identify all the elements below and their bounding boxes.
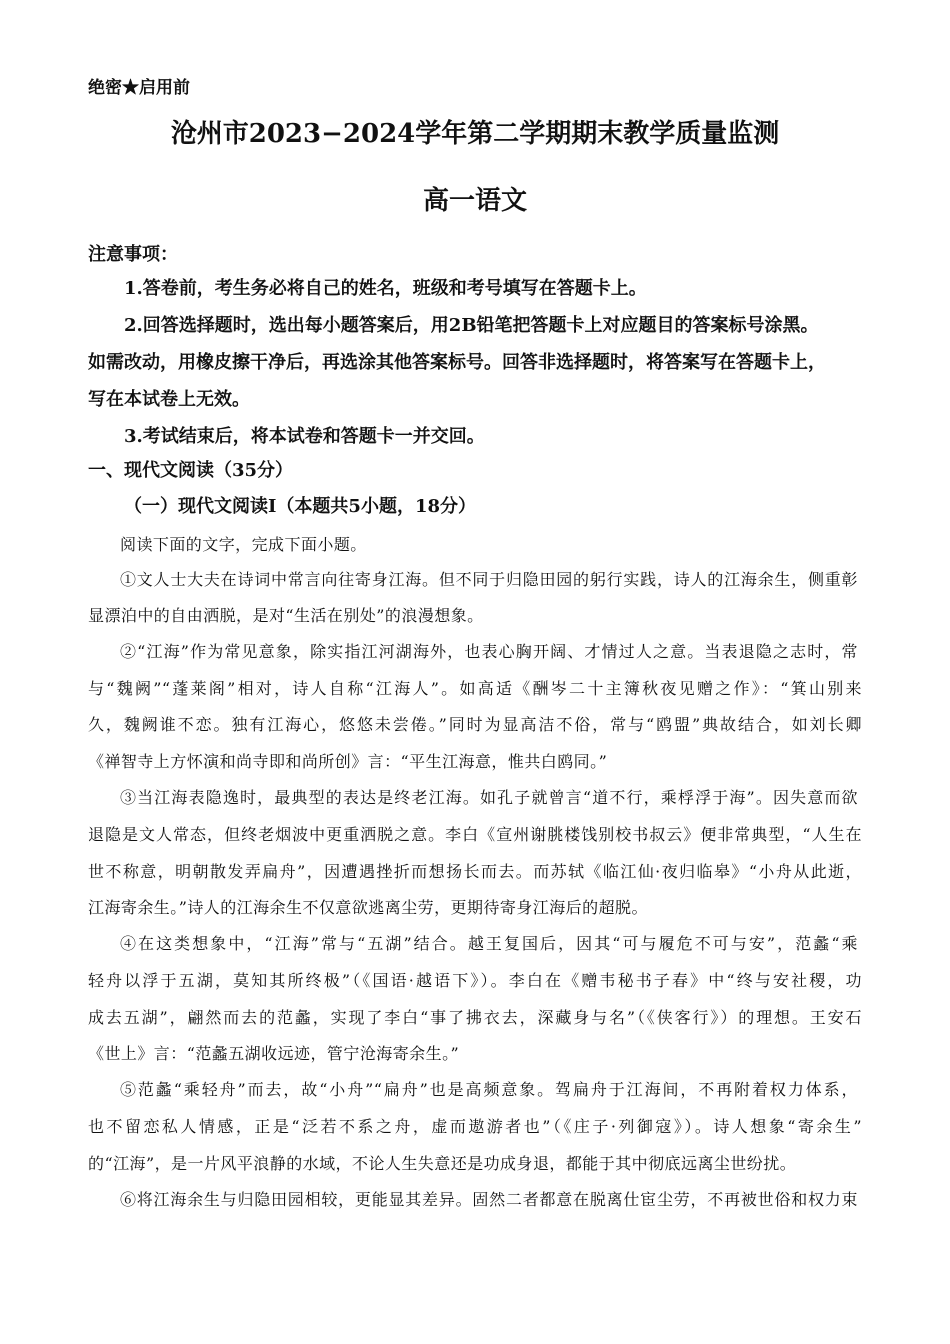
notice-line: 1.答卷前，考生务必将自己的姓名，班级和考号填写在答题卡上。: [124, 278, 647, 299]
passage-line: ①文人士大夫在诗词中常言向往寄身江海。但不同于归隐田园的躬行实践，诗人的江海余生，侧重彰: [120, 570, 858, 589]
notice-line: 3.考试结束后，将本试卷和答题卡一并交回。: [124, 426, 485, 447]
passage-line: 轻舟以浮于五湖，莫知其所终极”（《国语·越语下》）。李白在《赠韦秘书子春》中“终与安社稷，功: [88, 971, 862, 990]
passage-line: ⑤范蠡“乘轻舟”而去，故“小舟”“扁舟”也是高频意象。驾扁舟于江海间，不再附着权力体系，: [120, 1080, 858, 1099]
subject-title: 高一语文: [422, 186, 527, 216]
passage-line: ②“江海”作为常见意象，除实指江河湖海外，也表心胸开阔、才情过人之意。当表退隐之志时，常: [120, 642, 858, 661]
section-heading: 一、现代文阅读（35分）: [88, 460, 294, 481]
passage-line: 退隐是文人常态，但终老烟波中更重洒脱之意。李白《宣州谢朓楼饯别校书叔云》便非常典型，“人生在: [88, 825, 862, 844]
passage-line: ⑥将江海余生与归隐田园相较，更能显其差异。固然二者都意在脱离仕宦尘劳，不再被世俗和权力束: [120, 1190, 858, 1209]
notice-line: 2.回答选择题时，选出每小题答案后，用2B铅笔把答题卡上对应题目的答案标号涂黑。: [124, 315, 819, 336]
passage-line: 久，魏阙谁不恋。独有江海心，悠悠未尝倦。”同时为显高洁不俗，常与“鸥盟”典故结合，如刘长卿: [88, 715, 862, 734]
passage-line: 也不留恋私人情感，正是“泛若不系之舟，虚而遨游者也”（《庄子·列御寇》）。诗人想象“寄余生”: [88, 1117, 862, 1136]
passage-line: 的“江海”，是一片风平浪静的水域，不论人生失意还是功成身退，都能于其中彻底远离尘世纷扰。: [88, 1154, 797, 1173]
passage-line: 江海寄余生。”诗人的江海余生不仅意欲逃离尘劳，更期待寄身江海后的超脱。: [88, 898, 648, 917]
notice-line: 如需改动，用橡皮擦干净后，再选涂其他答案标号。回答非选择题时，将答案写在答题卡上，: [88, 352, 826, 373]
reading-instruction: 阅读下面的文字，完成下面小题。: [120, 535, 367, 554]
passage-line: ③当江海表隐逸时，最典型的表达是终老江海。如孔子就曾言“道不行，乘桴浮于海”。因失意而欲: [120, 788, 858, 807]
passage-line: 与“魏阙”“蓬莱阁”相对，诗人自称“江海人”。如高适《酬岑二十主簿秋夜见赠之作》：“箕山别来: [88, 679, 862, 698]
passage-line: 显漂泊中的自由洒脱，是对“生活在别处”的浪漫想象。: [88, 606, 484, 625]
passage-line: ④在这类想象中，“江海”常与“五湖”结合。越王复国后，因其“可与履危不可与安”，范蠡“乘: [120, 934, 858, 953]
passage-line: 《世上》言：“范蠡五湖收远迹，管宁沧海寄余生。”: [88, 1044, 460, 1063]
passage-line: 《禅智寺上方怀演和尚寺即和尚所创》言：“平生江海意，惟共白鸥同。”: [88, 752, 608, 771]
notice-line: 写在本试卷上无效。: [88, 389, 250, 410]
section-subheading: （一）现代文阅读Ⅰ（本题共5小题，18分）: [124, 496, 476, 517]
passage-line: 世不称意，明朝散发弄扁舟”，因遭遇挫折而想扬长而去。而苏轼《临江仙·夜归临皋》“小舟从此逝，: [88, 862, 862, 881]
notice-heading: 注意事项：: [88, 244, 178, 265]
confidential-label: 绝密★启用前: [88, 78, 190, 98]
passage-line: 成去五湖”，翩然而去的范蠡，实现了李白“事了拂衣去，深藏身与名”（《侠客行》）的理想。王安石: [88, 1008, 862, 1027]
exam-title: 沧州市2023−2024学年第二学期期末教学质量监测: [170, 119, 780, 149]
